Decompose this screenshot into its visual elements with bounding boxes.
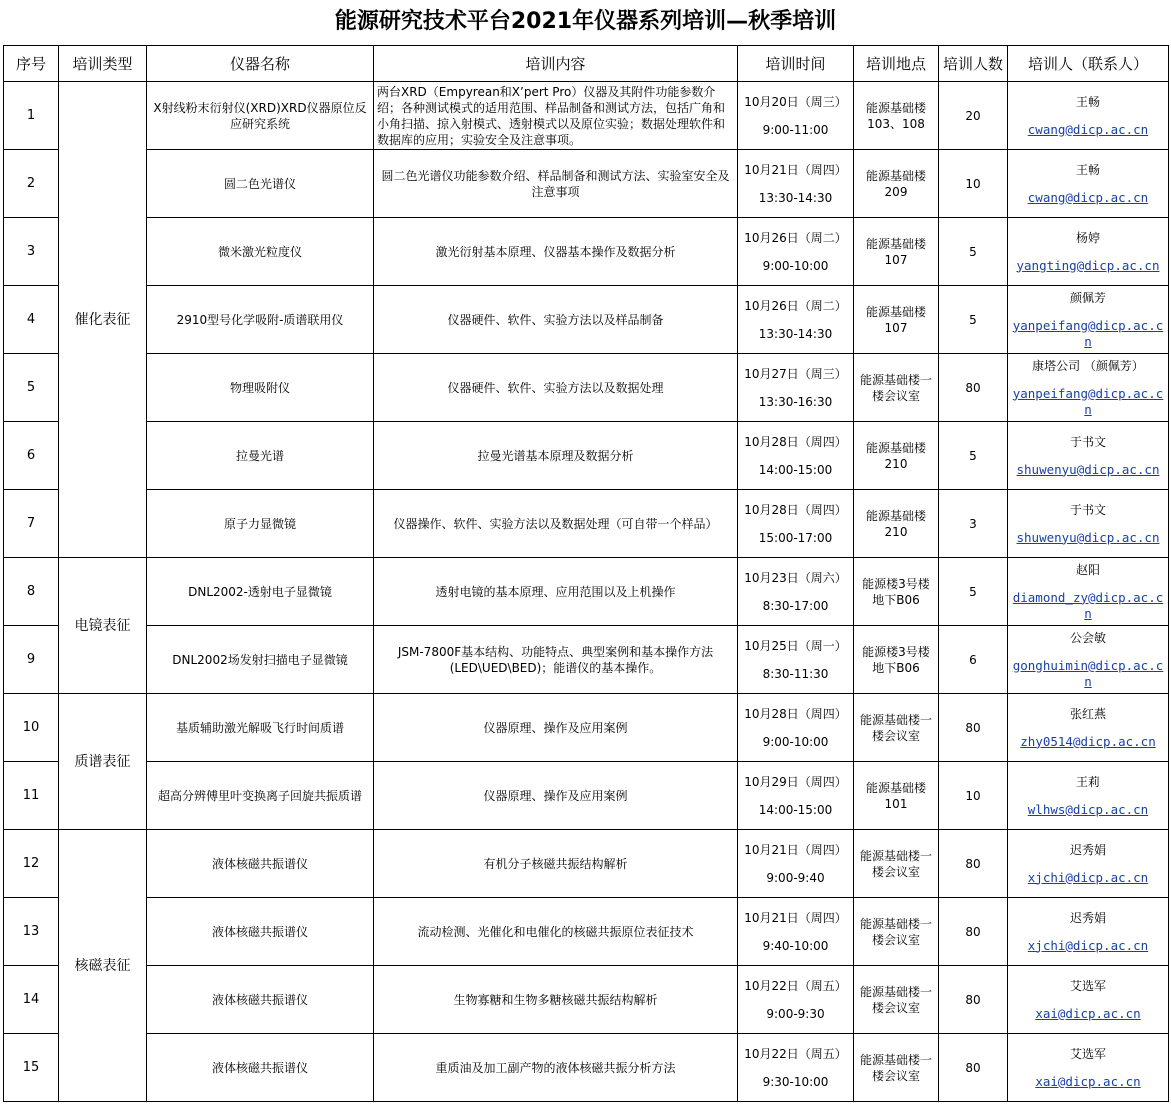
row-index: 6 bbox=[4, 422, 59, 490]
trainer-contact bbox=[1008, 150, 1169, 218]
trainer-name: 王莉 bbox=[1075, 774, 1100, 789]
instrument-name: 液体核磁共振谱仪 bbox=[147, 898, 374, 966]
training-content: 有机分子核磁共振结构解析 bbox=[374, 830, 738, 898]
table-row bbox=[4, 626, 1169, 694]
trainee-count: 3 bbox=[939, 490, 1008, 558]
training-content: 圆二色光谱仪功能参数介绍、样品制备和测试方法、实验室安全及注意事项 bbox=[374, 150, 738, 218]
training-content: 拉曼光谱基本原理及数据分析 bbox=[374, 422, 738, 490]
training-location: 能源基础楼210 bbox=[854, 422, 939, 490]
instrument-name: DNL2002-透射电子显微镜 bbox=[147, 558, 374, 626]
table-row bbox=[4, 218, 1169, 286]
training-hours: 9:00-9:40 bbox=[766, 870, 825, 885]
training-content: 生物寡糖和生物多糖核磁共振结构解析 bbox=[374, 966, 738, 1034]
trainer-email-link[interactable]: diamond_zy@dicp.ac.cn bbox=[1012, 589, 1164, 621]
training-content: 透射电镜的基本原理、应用范围以及上机操作 bbox=[374, 558, 738, 626]
training-date: 10月28日（周四） bbox=[744, 502, 847, 517]
training-category: 质谱表征 bbox=[59, 694, 147, 830]
training-time bbox=[738, 898, 854, 966]
header-trainer: 培训人（联系人） bbox=[1008, 46, 1169, 82]
training-time bbox=[738, 490, 854, 558]
row-index: 10 bbox=[4, 694, 59, 762]
instrument-name: 液体核磁共振谱仪 bbox=[147, 1034, 374, 1102]
trainer-contact bbox=[1008, 422, 1169, 490]
training-location: 能源基础楼103、108 bbox=[854, 82, 939, 150]
trainer-contact bbox=[1008, 830, 1169, 898]
instrument-name: 基质辅助激光解吸飞行时间质谱 bbox=[147, 694, 374, 762]
header-instrument: 仪器名称 bbox=[147, 46, 374, 82]
trainee-count: 80 bbox=[939, 354, 1008, 422]
training-time bbox=[738, 354, 854, 422]
page-title: 能源研究技术平台2021年仪器系列培训—秋季培训 bbox=[334, 9, 837, 34]
training-date: 10月23日（周六） bbox=[744, 570, 847, 585]
trainee-count: 80 bbox=[939, 898, 1008, 966]
trainee-count: 20 bbox=[939, 82, 1008, 150]
table-row bbox=[4, 898, 1169, 966]
trainer-contact bbox=[1008, 898, 1169, 966]
trainer-email-link[interactable]: xai@dicp.ac.cn bbox=[1035, 1005, 1141, 1021]
trainer-contact bbox=[1008, 354, 1169, 422]
training-time bbox=[738, 558, 854, 626]
training-hours: 13:30-14:30 bbox=[758, 190, 833, 205]
training-time bbox=[738, 1034, 854, 1102]
training-hours: 14:00-15:00 bbox=[758, 802, 833, 817]
row-index: 13 bbox=[4, 898, 59, 966]
trainer-contact bbox=[1008, 762, 1169, 830]
training-category: 电镜表征 bbox=[59, 558, 147, 694]
trainer-name: 艾选军 bbox=[1069, 1046, 1106, 1061]
training-content: 激光衍射基本原理、仪器基本操作及数据分析 bbox=[374, 218, 738, 286]
instrument-name: 拉曼光谱 bbox=[147, 422, 374, 490]
training-location: 能源基础楼一楼会议室 bbox=[854, 966, 939, 1034]
row-index: 2 bbox=[4, 150, 59, 218]
training-time bbox=[738, 150, 854, 218]
trainer-contact bbox=[1008, 1034, 1169, 1102]
header-count: 培训人数 bbox=[939, 46, 1008, 82]
training-location: 能源基础楼107 bbox=[854, 286, 939, 354]
training-hours: 8:30-17:00 bbox=[762, 598, 829, 613]
training-location: 能源楼3号楼地下B06 bbox=[854, 558, 939, 626]
instrument-name: 物理吸附仪 bbox=[147, 354, 374, 422]
training-hours: 9:00-10:00 bbox=[762, 734, 829, 749]
training-hours: 9:40-10:00 bbox=[762, 938, 829, 953]
instrument-name: 圆二色光谱仪 bbox=[147, 150, 374, 218]
trainer-name: 于书文 bbox=[1069, 502, 1106, 517]
training-location: 能源基础楼一楼会议室 bbox=[854, 694, 939, 762]
table-row bbox=[4, 966, 1169, 1034]
table-row bbox=[4, 286, 1169, 354]
trainer-name: 王畅 bbox=[1075, 162, 1100, 177]
training-time bbox=[738, 286, 854, 354]
header-category: 培训类型 bbox=[59, 46, 147, 82]
trainer-email-link[interactable]: shuwenyu@dicp.ac.cn bbox=[1016, 529, 1160, 545]
training-date: 10月22日（周五） bbox=[744, 1046, 847, 1061]
training-category: 核磁表征 bbox=[59, 830, 147, 1102]
row-index: 1 bbox=[4, 82, 59, 150]
trainer-name: 王畅 bbox=[1075, 94, 1100, 109]
training-content: 仪器原理、操作及应用案例 bbox=[374, 694, 738, 762]
training-time bbox=[738, 762, 854, 830]
row-index: 14 bbox=[4, 966, 59, 1034]
trainee-count: 5 bbox=[939, 558, 1008, 626]
training-hours: 9:00-9:30 bbox=[766, 1006, 825, 1021]
instrument-name: DNL2002场发射扫描电子显微镜 bbox=[147, 626, 374, 694]
training-date: 10月28日（周四） bbox=[744, 434, 847, 449]
training-date: 10月28日（周四） bbox=[744, 706, 847, 721]
trainer-contact bbox=[1008, 558, 1169, 626]
header-time: 培训时间 bbox=[738, 46, 854, 82]
training-date: 10月21日（周四） bbox=[744, 162, 847, 177]
row-index: 4 bbox=[4, 286, 59, 354]
table-row bbox=[4, 490, 1169, 558]
training-date: 10月22日（周五） bbox=[744, 978, 847, 993]
row-index: 12 bbox=[4, 830, 59, 898]
training-date: 10月29日（周四） bbox=[744, 774, 847, 789]
training-content: 仪器硬件、软件、实验方法以及样品制备 bbox=[374, 286, 738, 354]
row-index: 7 bbox=[4, 490, 59, 558]
training-content: 两台XRD（Empyrean和X’pert Pro）仪器及其附件功能参数介绍；各种测试模式的适用范围、样品制备和测试方法，包括广角和小角扫描、掠入射模式、透射模式以及原位实验；数据处理软件和数据库的应用；实验安全及注意事项。 bbox=[374, 82, 738, 150]
training-location: 能源基础楼一楼会议室 bbox=[854, 354, 939, 422]
trainer-email-link[interactable]: gonghuimin@dicp.ac.cn bbox=[1012, 657, 1164, 689]
trainer-email-link[interactable]: cwang@dicp.ac.cn bbox=[1027, 121, 1149, 137]
training-location: 能源基础楼107 bbox=[854, 218, 939, 286]
training-location: 能源基础楼一楼会议室 bbox=[854, 830, 939, 898]
instrument-name: 液体核磁共振谱仪 bbox=[147, 830, 374, 898]
trainer-name: 颜佩芳 bbox=[1069, 290, 1106, 305]
trainer-name: 杨婷 bbox=[1075, 230, 1100, 245]
trainer-name: 康塔公司 （颜佩芳） bbox=[1032, 358, 1144, 373]
trainee-count: 80 bbox=[939, 830, 1008, 898]
row-index: 15 bbox=[4, 1034, 59, 1102]
header-index: 序号 bbox=[4, 46, 59, 82]
trainer-email-link[interactable]: yanpeifang@dicp.ac.cn bbox=[1012, 317, 1164, 349]
trainer-contact bbox=[1008, 218, 1169, 286]
table-row bbox=[4, 558, 1169, 626]
trainee-count: 5 bbox=[939, 422, 1008, 490]
trainer-name: 迟秀娟 bbox=[1069, 910, 1106, 925]
table-row bbox=[4, 830, 1169, 898]
training-time bbox=[738, 626, 854, 694]
instrument-name: 液体核磁共振谱仪 bbox=[147, 966, 374, 1034]
training-date: 10月26日（周二） bbox=[744, 230, 847, 245]
trainer-name: 艾选军 bbox=[1069, 978, 1106, 993]
header-row bbox=[4, 46, 1169, 82]
training-time bbox=[738, 218, 854, 286]
training-content: 仪器操作、软件、实验方法以及数据处理（可自带一个样品） bbox=[374, 490, 738, 558]
row-index: 8 bbox=[4, 558, 59, 626]
training-date: 10月21日（周四） bbox=[744, 842, 847, 857]
training-hours: 13:30-14:30 bbox=[758, 326, 833, 341]
trainer-contact bbox=[1008, 490, 1169, 558]
training-content: JSM-7800F基本结构、功能特点、典型案例和基本操作方法(LED\UED\BED)；能谱仪的基本操作。 bbox=[374, 626, 738, 694]
training-location: 能源基础楼一楼会议室 bbox=[854, 1034, 939, 1102]
training-time bbox=[738, 830, 854, 898]
training-content: 流动检测、光催化和电催化的核磁共振原位表征技术 bbox=[374, 898, 738, 966]
training-location: 能源基础楼101 bbox=[854, 762, 939, 830]
training-date: 10月27日（周三） bbox=[744, 366, 847, 381]
training-hours: 8:30-11:30 bbox=[762, 666, 829, 681]
training-hours: 9:30-10:00 bbox=[762, 1074, 829, 1089]
row-index: 3 bbox=[4, 218, 59, 286]
trainer-name: 赵阳 bbox=[1075, 562, 1100, 577]
trainer-email-link[interactable]: zhy0514@dicp.ac.cn bbox=[1020, 733, 1156, 749]
instrument-name: 超高分辨傅里叶变换离子回旋共振质谱 bbox=[147, 762, 374, 830]
trainer-email-link[interactable]: xjchi@dicp.ac.cn bbox=[1027, 937, 1149, 953]
training-table bbox=[3, 45, 1169, 1102]
training-hours: 14:00-15:00 bbox=[758, 462, 833, 477]
instrument-name: 2910型号化学吸附-质谱联用仪 bbox=[147, 286, 374, 354]
trainer-email-link[interactable]: xjchi@dicp.ac.cn bbox=[1027, 869, 1149, 885]
trainer-contact bbox=[1008, 82, 1169, 150]
row-index: 5 bbox=[4, 354, 59, 422]
trainee-count: 80 bbox=[939, 966, 1008, 1034]
trainer-name: 张红燕 bbox=[1069, 706, 1106, 721]
trainer-email-link[interactable]: wlhws@dicp.ac.cn bbox=[1027, 801, 1149, 817]
table-row bbox=[4, 1034, 1169, 1102]
training-date: 10月25日（周一） bbox=[744, 638, 847, 653]
row-index: 9 bbox=[4, 626, 59, 694]
trainer-email-link[interactable]: cwang@dicp.ac.cn bbox=[1027, 189, 1149, 205]
instrument-name: X射线粉末衍射仪(XRD)XRD仪器原位反应研究系统 bbox=[147, 82, 374, 150]
training-time bbox=[738, 694, 854, 762]
trainer-contact bbox=[1008, 286, 1169, 354]
training-content: 仪器硬件、软件、实验方法以及数据处理 bbox=[374, 354, 738, 422]
row-index: 11 bbox=[4, 762, 59, 830]
training-date: 10月26日（周二） bbox=[744, 298, 847, 313]
table-body bbox=[4, 82, 1169, 1102]
training-content: 仪器原理、操作及应用案例 bbox=[374, 762, 738, 830]
training-hours: 15:00-17:00 bbox=[758, 530, 833, 545]
instrument-name: 原子力显微镜 bbox=[147, 490, 374, 558]
trainer-email-link[interactable]: shuwenyu@dicp.ac.cn bbox=[1016, 461, 1160, 477]
trainer-contact bbox=[1008, 966, 1169, 1034]
training-time bbox=[738, 966, 854, 1034]
trainer-email-link[interactable]: yangting@dicp.ac.cn bbox=[1016, 257, 1160, 273]
trainee-count: 5 bbox=[939, 286, 1008, 354]
training-time bbox=[738, 82, 854, 150]
training-hours: 13:30-16:30 bbox=[758, 394, 833, 409]
training-location: 能源基础楼210 bbox=[854, 490, 939, 558]
training-hours: 9:00-11:00 bbox=[762, 122, 829, 137]
training-category: 催化表征 bbox=[59, 82, 147, 558]
instrument-name: 微米激光粒度仪 bbox=[147, 218, 374, 286]
table-row bbox=[4, 354, 1169, 422]
training-location: 能源楼3号楼地下B06 bbox=[854, 626, 939, 694]
header-location: 培训地点 bbox=[854, 46, 939, 82]
trainer-contact bbox=[1008, 626, 1169, 694]
table-row bbox=[4, 694, 1169, 762]
training-date: 10月20日（周三） bbox=[744, 94, 847, 109]
header-content: 培训内容 bbox=[374, 46, 738, 82]
table-row bbox=[4, 762, 1169, 830]
trainer-email-link[interactable]: xai@dicp.ac.cn bbox=[1035, 1073, 1141, 1089]
table-row bbox=[4, 82, 1169, 150]
training-location: 能源基础楼一楼会议室 bbox=[854, 898, 939, 966]
training-time bbox=[738, 422, 854, 490]
training-date: 10月21日（周四） bbox=[744, 910, 847, 925]
table-row bbox=[4, 150, 1169, 218]
training-hours: 9:00-10:00 bbox=[762, 258, 829, 273]
training-location: 能源基础楼209 bbox=[854, 150, 939, 218]
trainer-contact bbox=[1008, 694, 1169, 762]
trainer-name: 公会敏 bbox=[1069, 630, 1106, 645]
trainer-email-link[interactable]: yanpeifang@dicp.ac.cn bbox=[1012, 385, 1164, 417]
trainee-count: 6 bbox=[939, 626, 1008, 694]
trainer-name: 于书文 bbox=[1069, 434, 1106, 449]
trainee-count: 80 bbox=[939, 694, 1008, 762]
training-content: 重质油及加工副产物的液体核磁共振分析方法 bbox=[374, 1034, 738, 1102]
trainee-count: 10 bbox=[939, 150, 1008, 218]
trainee-count: 10 bbox=[939, 762, 1008, 830]
trainee-count: 80 bbox=[939, 1034, 1008, 1102]
trainee-count: 5 bbox=[939, 218, 1008, 286]
trainer-name: 迟秀娟 bbox=[1069, 842, 1106, 857]
table-row bbox=[4, 422, 1169, 490]
